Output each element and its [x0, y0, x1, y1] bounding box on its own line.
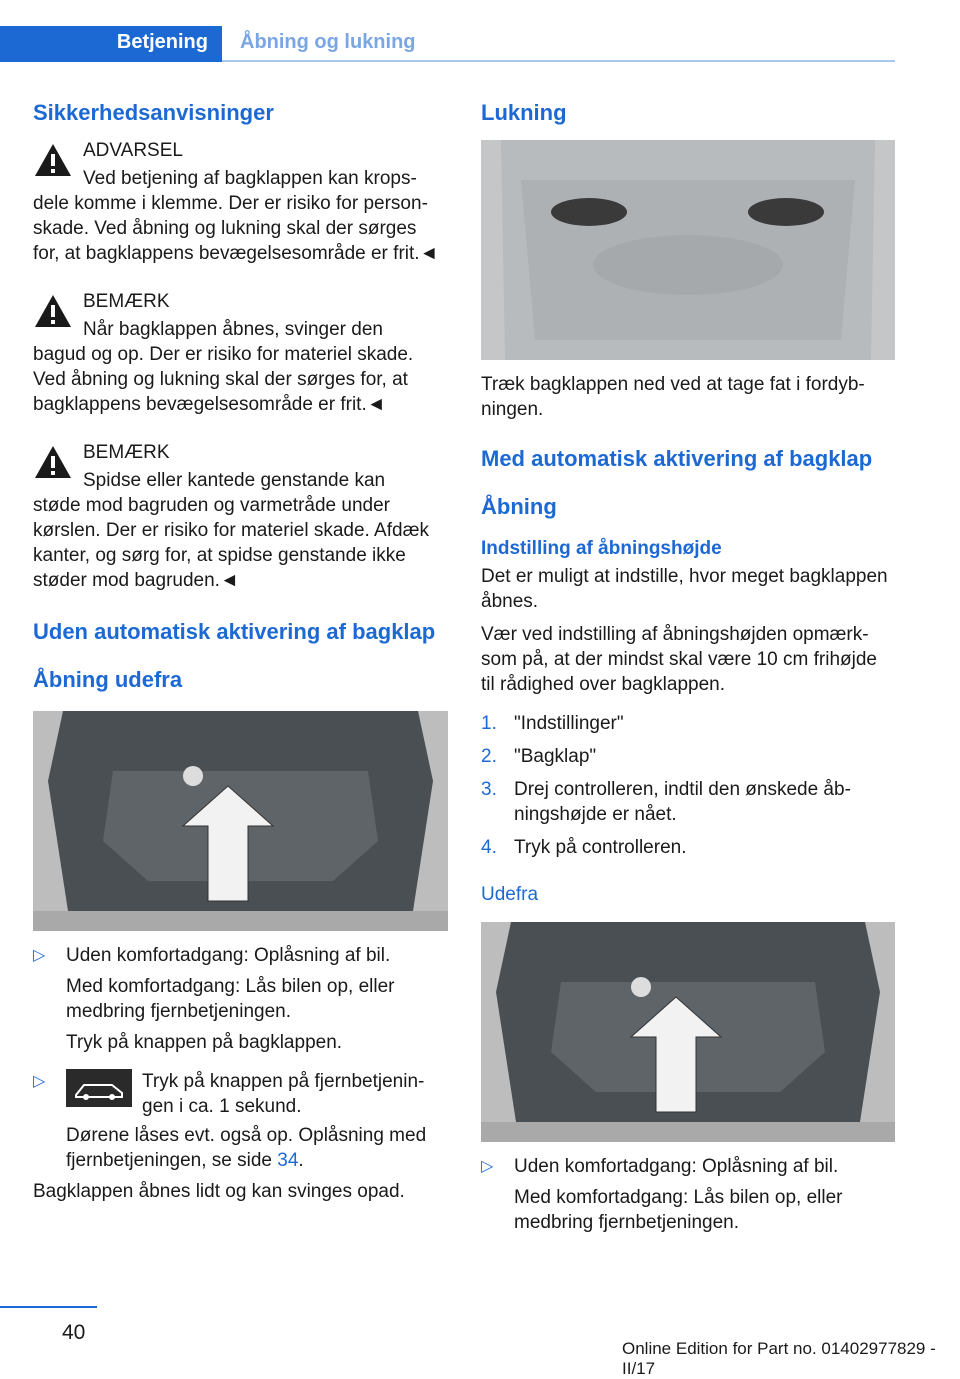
- warning-block-3: [33, 440, 448, 593]
- list-item: [481, 835, 895, 860]
- paragraph: Bagklappen åbnes lidt og kan svinges opad.: [33, 1181, 405, 1202]
- warning-heading: ADVARSEL: [83, 140, 183, 161]
- car-trunk-icon: [66, 1069, 132, 1107]
- header-tabs: [0, 26, 895, 62]
- warning-text-line: Ved betjening af bagklappen kan krops-: [83, 168, 417, 189]
- paragraph: Vær ved indstilling af åbningshøjden opmærksom på, at der mindst skal være 10 cm frihøjde til rådighed over bagklappen.: [481, 624, 877, 695]
- notice-text-line: Når bagklappen åbnes, svinger den: [83, 319, 383, 340]
- paragraph: Træk bagklappen ned ved at tage fat i fordybningen.: [481, 374, 865, 420]
- tab-abning-og-lukning[interactable]: Åbning og lukning: [240, 31, 416, 53]
- page-number: 40: [62, 1321, 86, 1344]
- section-title-close: Lukning: [481, 100, 567, 125]
- bullet-text: Dørene låses evt. også op. Oplåsning med fjernbetjeningen, se side: [66, 1125, 427, 1171]
- warning-triangle-icon: [33, 293, 73, 329]
- notice-heading: BEMÆRK: [83, 291, 170, 312]
- step-number: 4.: [481, 837, 497, 858]
- subsection-title-open: Åbning: [481, 494, 557, 519]
- step-text: Tryk på controlleren.: [514, 837, 687, 858]
- subheading-outside: Udefra: [481, 884, 539, 905]
- list-item: [33, 943, 448, 1055]
- warning-block-1: [33, 138, 448, 266]
- step-text: Drej controlleren, indtil den ønskede åbningshøjde er nået.: [514, 779, 851, 825]
- tailgate-interior-image: [481, 140, 895, 360]
- warning-triangle-icon: [33, 142, 73, 178]
- warning-triangle-icon: [33, 444, 73, 480]
- list-item: [33, 1069, 448, 1173]
- step-text: "Bagklap": [514, 746, 597, 767]
- list-item: [481, 1154, 895, 1235]
- tailgate-illustration-open: [33, 711, 448, 931]
- notice-heading: BEMÆRK: [83, 442, 170, 463]
- bullet-text: Uden komfortadgang: Oplåsning af bil.: [66, 945, 391, 966]
- tab-betjening-label: Betjening: [116, 31, 208, 53]
- bullet-text: Uden komfortadgang: Oplåsning af bil.: [514, 1156, 839, 1177]
- notice-text: bagud og op. Der er risiko for materiel skade. Ved åbning og lukning skal der sørges for, at bagklappens bevægelsesområde er frit.◄: [33, 344, 414, 415]
- list-item: [481, 711, 895, 736]
- triangle-bullet-icon: ▷: [481, 1158, 494, 1175]
- bullet-text: Med komfortadgang: Lås bilen op, eller medbring fjernbetjeningen.: [514, 1187, 843, 1233]
- right-column: [481, 100, 895, 1235]
- tailgate-illustration-outside: [481, 922, 895, 1142]
- tailgate-illustration-close: [481, 140, 895, 360]
- section-title-safety: Sikkerhedsanvisninger: [33, 100, 274, 125]
- triangle-bullet-icon: ▷: [33, 947, 46, 964]
- warning-text: dele komme i klemme. Der er risiko for personskade. Ved åbning og lukning skal der sørges for, at bagklappens bevægelsesområde er frit.◄: [33, 193, 439, 264]
- step-text: "Indstillinger": [514, 713, 624, 734]
- section-title-auto: Med automatisk aktivering af bagklap: [481, 446, 873, 471]
- paragraph: Det er muligt at indstille, hvor meget bagklappen åbnes.: [481, 566, 888, 612]
- notice-text: støde mod bagruden og varmetråde under kørslen. Der er risiko for materiel skade. Afdæk kanter, og sørg for, at spidse genstande ikke støder mod bagruden.◄: [33, 495, 429, 591]
- header-rule: [222, 60, 895, 62]
- bullet-text: Tryk på knappen på bagklappen.: [66, 1032, 343, 1053]
- tailgate-image: [33, 711, 448, 931]
- left-column: [33, 100, 448, 1204]
- step-number: 2.: [481, 746, 497, 767]
- tailgate-image: [481, 922, 895, 1142]
- steps-list: [481, 711, 895, 860]
- page-link[interactable]: 34: [277, 1150, 299, 1171]
- warning-block-2: [33, 289, 448, 417]
- step-number: 3.: [481, 779, 497, 800]
- triangle-bullet-icon: ▷: [33, 1073, 46, 1090]
- notice-text-line: Spidse eller kantede genstande kan: [83, 470, 386, 491]
- subsection-title-open-outside: Åbning udefra: [33, 667, 183, 692]
- step-number: 1.: [481, 713, 497, 734]
- tab-betjening[interactable]: [0, 26, 222, 62]
- footer-rule: [0, 1306, 97, 1308]
- list-item: [481, 777, 895, 827]
- bullet-text: Tryk på knappen på fjernbetjeningen i ca. 1 sekund.: [142, 1071, 425, 1117]
- edition-note: Online Edition for Part no. 01402977829 - II/17: [622, 1339, 936, 1378]
- bullet-text: Med komfortadgang: Lås bilen op, eller medbring fjernbetjeningen.: [66, 976, 395, 1022]
- section-title-manual: Uden automatisk aktivering af bagklap: [33, 619, 436, 644]
- punctuation: .: [298, 1150, 304, 1171]
- list-item: [481, 744, 895, 769]
- subheading-height: Indstilling af åbningshøjde: [481, 538, 722, 559]
